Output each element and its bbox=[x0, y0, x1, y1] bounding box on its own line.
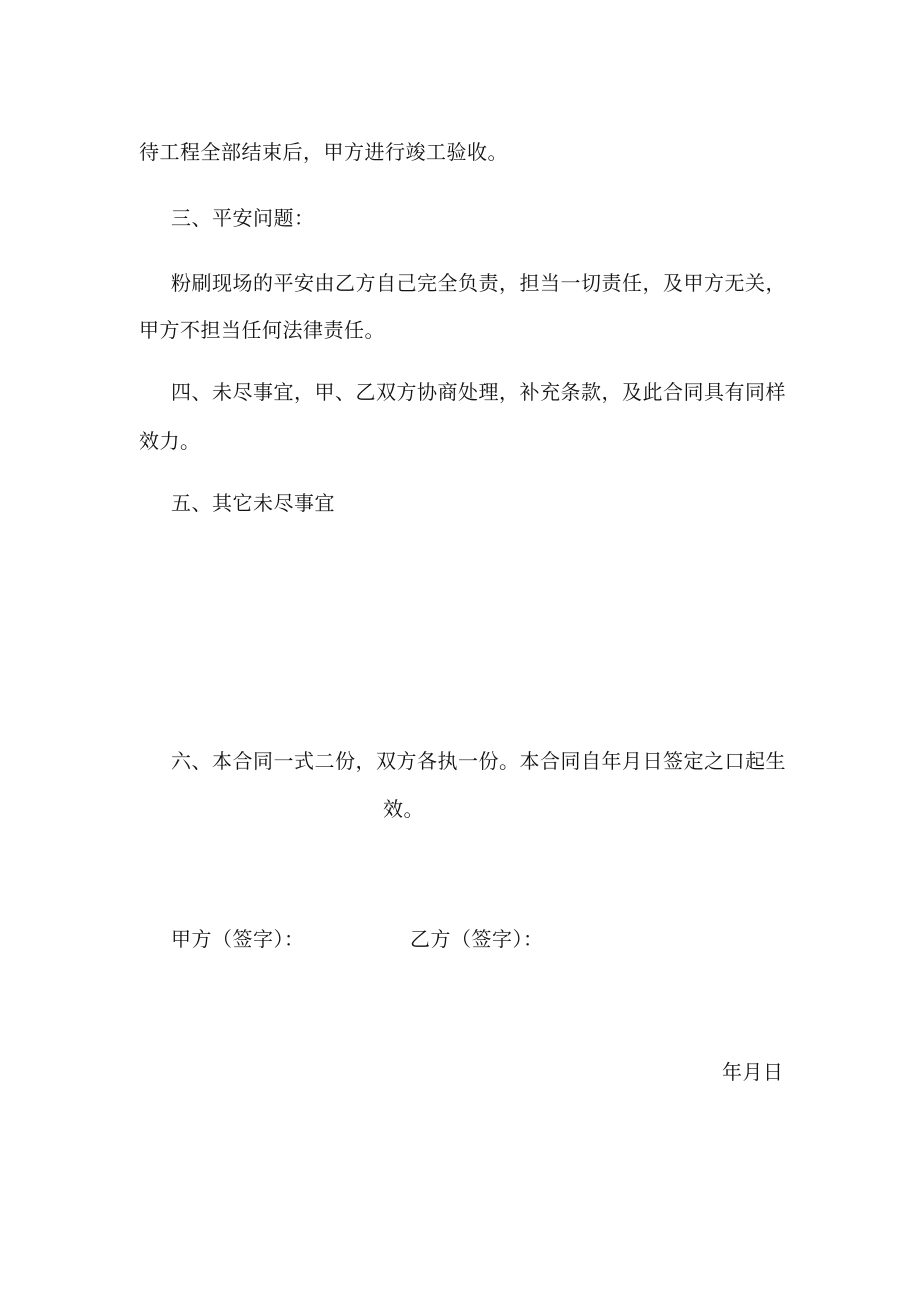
section-other-matters: 五、其它未尽事宜 bbox=[171, 491, 335, 515]
paragraph-acceptance: 待工程全部结束后，甲方进行竣工验收。 bbox=[139, 140, 508, 164]
section-unresolved-line2: 效力。 bbox=[139, 429, 201, 453]
section-copies-line1: 六、本合同一式二份，双方各执一份。本合同自年月日签定之口起生 bbox=[171, 749, 786, 773]
signing-date: 年月日 bbox=[722, 1060, 784, 1084]
section-copies-line2: 效。 bbox=[383, 797, 424, 821]
section-unresolved-line1: 四、未尽事宜，甲、乙双方协商处理，补充条款，及此合同具有同样 bbox=[171, 380, 786, 404]
paragraph-safety-line2: 甲方不担当任何法律责任。 bbox=[139, 318, 385, 342]
party-a-signature-label: 甲方（签字）： bbox=[171, 927, 305, 951]
paragraph-safety-line1: 粉刷现场的平安由乙方自己完全负责，担当一切责任，及甲方无关， bbox=[171, 271, 786, 295]
section-heading-safety: 三、平安问题： bbox=[171, 206, 315, 230]
party-b-signature-label: 乙方（签字）： bbox=[410, 927, 544, 951]
